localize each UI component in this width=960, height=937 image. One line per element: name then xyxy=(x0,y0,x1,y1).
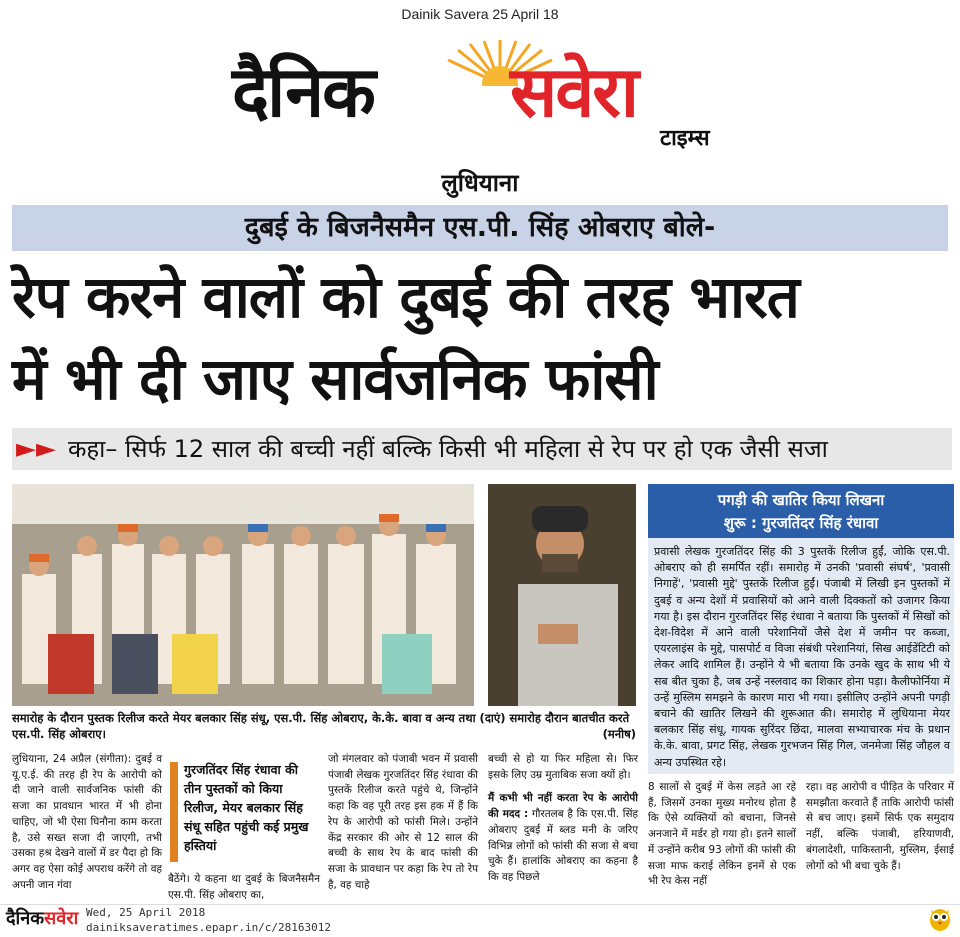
headline-line-1: रेप करने वालों को दुबई की तरह भारत xyxy=(12,263,799,331)
article-column-3: जो मंगलवार को पंजाबी भवन में प्रवासी पंजाबी लेखक गुरजतिंदर सिंह रंधावा की पुस्तकें रिलीज करते पहुंचे थे, जिन्होंने कहा कि वह पूरी तरह इस हक में हैं कि रेप के आरोपी को फांसी मिले। उन्होंने केंद्र सरकार की ओर से 12 साल की बच्ची के साथ रेप के बाद फांसी की सजा के प्रावधान पर कहा कि रेप तो रेप है, वह चाहे xyxy=(328,753,478,891)
deck-band xyxy=(12,428,952,470)
footer-date: Wed, 25 April 2018 xyxy=(86,906,206,919)
article-column-5: 8 सालों से दुबई में केस लड़ते आ रहे हैं, जिसमें उनका मुख्य मनोरथ होता है कि ऐसे व्यक्तियों को बचाना, जिनसे अनजाने में मर्डर हो गया हो। इतने सालों में उन्होंने करीब 93 लोगों की फांसी की सजा माफ कराई लेकिन इनमें से एक भी रेप केस नहीं xyxy=(648,781,796,888)
article-column-2: बैठेंगे। ये कहना था दुबई के बिजनैसमैन एस.पी. सिंह ओबराए का, xyxy=(168,873,320,901)
pull-quote-bar xyxy=(170,762,178,862)
owl-icon xyxy=(926,904,954,932)
article-column-4-text-a: बच्ची से हो या फिर महिला से। फिर इसके लिए उम्र मुताबिक सजा क्यों हो। xyxy=(488,753,638,781)
pull-quote-text: गुरजतिंदर सिंह रंधावा की तीन पुस्तकों को किया रिलीज, मेयर बलकार सिंह संधू सहित पहुंची कई प्रमुख हस्तियां xyxy=(184,762,309,853)
photo-caption xyxy=(12,710,642,742)
article-column-4-text-b: गौरतलब है कि एस.पी. सिंह ओबराए दुबई में ब्लड मनी के जरिए विभिन्न लोगों को फांसी की सजा से बचा चुके हैं। हालांकि ओबराए का कहना है कि वह पिछले xyxy=(488,808,639,883)
top-caption: Dainik Savera 25 April 18 xyxy=(401,6,559,22)
article-column-4 xyxy=(488,752,638,886)
sidebar-header xyxy=(648,484,954,538)
portrait-photo xyxy=(488,484,636,706)
kicker-band xyxy=(12,205,948,251)
footer-logo xyxy=(6,906,78,930)
kicker-text: दुबई के बिजनैसमैन एस.पी. सिंह ओबराए बोले- xyxy=(244,212,716,243)
deck-text: कहा– सिर्फ 12 साल की बच्ची नहीं बल्कि किसी भी महिला से रेप पर हो एक जैसी सजा xyxy=(68,435,828,463)
sidebar-heading-2: शुरू : गुरजतिंदर सिंह रंधावा xyxy=(723,514,879,532)
group-photo xyxy=(12,484,474,706)
article-subhead: मैं कभी भी नहीं करता रेप के आरोपी की मदद : xyxy=(488,792,638,821)
sidebar-heading-1: पगड़ी की खातिर किया लिखना xyxy=(717,491,885,509)
photo-credit: (मनीष) xyxy=(602,727,636,741)
footer-logo-left: दैनिक xyxy=(6,908,45,929)
masthead-name-right: सवेरा xyxy=(510,51,637,133)
masthead-subtitle: टाइम्स xyxy=(660,126,710,151)
double-arrow-icon: ►► xyxy=(16,434,56,464)
city-label: लुधियाना xyxy=(441,169,519,197)
headline xyxy=(12,256,952,420)
group-photo-illustration xyxy=(12,484,474,706)
pull-quote-box xyxy=(168,758,316,868)
footer-url[interactable]: dainiksaveratimes.epapr.in/c/28163012 xyxy=(86,921,332,934)
headline-line-2: में भी दी जाए सार्वजनिक फांसी xyxy=(12,345,658,413)
sidebar-body: प्रवासी लेखक गुरजतिंदर सिंह की 3 पुस्तकें रिलीज हुईं, जोकि एस.पी. ओबराए को ही समर्पित रहीं। समारोह में उनकी 'प्रवासी संघर्ष', 'प्रवासी निगाहें', 'प्रवासी मुद्दे' पुस्तकें रिलीज हुईं। पंजाबी में लिखी इन पुस्तकों में दुबई व अन्य देशों में प्रवासियों को आने वाली दिक्कतों को उजागर किया गया है। इस दौरान गुरजतिंदर सिंह रंधावा ने बताया कि पुस्तकों में सिखों को देश-विदेश में आने वाली परेशानियों जैसे देश में जमीन पर कब्जा, एयरलाइंस के मुद्दे, पासपोर्ट व विजा संबंधी परेशानियां, सिख आईडेंटिटी को लेकर आदि शामिल हैं। उन्होंने ये भी बताया कि उनके खुद के साथ भी ये सब बीत चुका है, जब उन्हें नस्लवाद का शिकार होना पड़ा। कैलीफोर्निया में उन्हें मुस्लिम समझने के कारण मारा भी गया। इसीलिए उन्होंने अपनी पगड़ी बचाने की खातिर लिखने की शुरूआत की। समारोह में लुधियाना मेयर बलकार सिंह संधू, गायक सुरिंदर छिंदा, मालवा सभ्याचारक मंच के प्रधान के.के. बावा, प्रगट सिंह, लेखक गुरभजन सिंह गिल, जनमेजा सिंह जौहल व अन्य उपस्थित रहे। xyxy=(654,545,950,769)
footer-logo-right: सवेरा xyxy=(44,908,79,929)
article-column-1: लुधियाना, 24 अप्रैल (संगीता): दुबई व यू.ए.ई. की तरह ही रेप के आरोपी को दी जाने वाली सार्वजनिक फांसी की सजा का प्रावधान भारत में भी होना चाहिए, जो भी ऐसा घिनौना काम करता है, उसे सख्त सजा दी जाएगी, तभी उसका हश्र देखने वालों में डर पैदा हो कि अगर वह ऐसा कोई अपराध करेंगे तो वह अपनी जान गंवा xyxy=(12,753,162,891)
photo-caption-text: समारोह के दौरान पुस्तक रिलीज करते मेयर बलकार सिंह संधू, एस.पी. सिंह ओबराए, के.के. बावा व अन्य तथा (दाएं) समारोह दौरान बातचीत करते एस.पी. सिंह ओबराए। xyxy=(12,711,630,741)
article-column-6: रहा। वह आरोपी व पीड़ित के परिवार में समझौता करवाते हैं ताकि आरोपी फांसी से बच जाए। इसमें सिर्फ एक समुदाय नहीं, बल्कि पंजाबी, हरियाणवी, बंगलादेशी, पाकिस्तानी, मुस्लिम, ईसाई लोगों को भी बचा चुके हैं। xyxy=(806,781,954,872)
portrait-illustration xyxy=(488,484,636,706)
masthead-name-left: दैनिक xyxy=(232,51,374,133)
